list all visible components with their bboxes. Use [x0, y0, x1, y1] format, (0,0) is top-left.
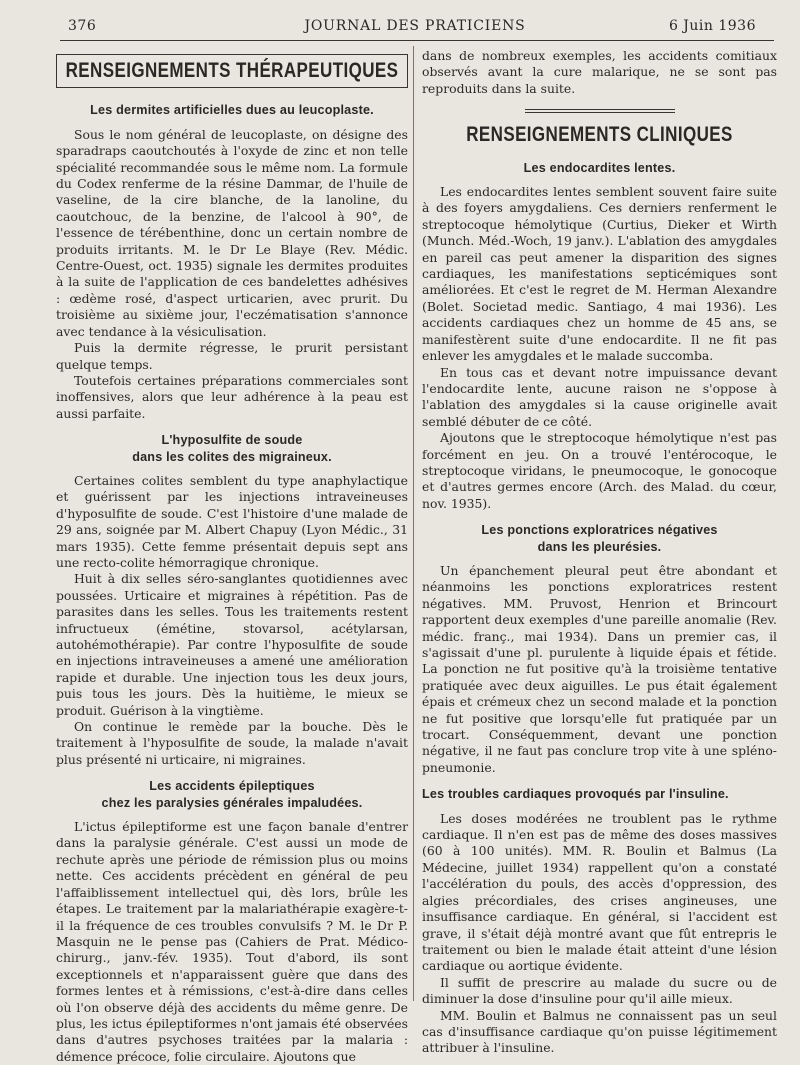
- article-paragraph: Puis la dermite régresse, le prurit persistant quelque temps.: [56, 340, 408, 372]
- column-divider: [413, 46, 414, 1001]
- article-title: Les dermites artificielles dues au leucoplaste.: [90, 103, 374, 118]
- journal-title: JOURNAL DES PRATICIENS: [304, 18, 526, 34]
- article-title: Les endocardites lentes.: [523, 160, 676, 175]
- right-column: [422, 48, 777, 1057]
- article-paragraph: Certaines colites semblent du type anaphylactique et guérissent par les injections intraveineuses d'hyposulfite de soude. C'est l'histoire d'une malade de 29 ans, soignée par M. Albert Chapuy (Lyon Médic., 31 mars 1935). Cette femme présentait depuis sept ans une recto-colite hémorragique chronique.: [56, 472, 408, 570]
- article-title: Les troubles cardiaques provoqués par l'insuline.: [422, 787, 729, 802]
- section-box-therapeutiques: [56, 54, 408, 88]
- article-paragraph: On continue le remède par la bouche. Dès le traitement à l'hyposulfite de soude, la malade n'avait plus présenté ni urticaire, ni migraines.: [56, 719, 408, 767]
- article-paragraph: Toutefois certaines préparations commerciales sont inoffensives, alors que leur adhérence à la peau est aussi parfaite.: [56, 372, 408, 421]
- article-paragraph: Ajoutons que le streptocoque hémolytique n'est pas forcément en jeu. On a trouvé l'entérocoque, le streptocoque viridans, le pneumocoque, le gonocoque et d'autres germes encore (Arch. des Malad. du cœur, nov. 1935).: [422, 430, 777, 511]
- page-number: 376: [68, 18, 97, 34]
- article-paragraph: En tous cas et devant notre impuissance devant l'endocardite lente, aucune raison ne s'oppose à l'ablation des amygdales si la cause originelle avait semblé débuter de ce côté.: [422, 364, 777, 429]
- continuation-paragraph: dans de nombreux exemples, les accidents comitiaux observés avant la cure malarique, ne se sont pas reproduits dans la suite.: [422, 48, 777, 96]
- article-paragraph: Huit à dix selles séro-sanglantes quotidiennes avec poussées. Urticaire et migraines à répétition. Pas de parasites dans les selles. Tous les traitements restent infructueux (émétine, stovarsol, acétylarsan, autohémothérapie). Par contre l'hyposulfite de soude en injections intraveineuses a amené une amélioration rapide et durable. Une injection tous les deux jours, puis tous les jours. Dès la huitième, le mieux se produit. Guérison à la vingtième.: [56, 571, 408, 718]
- left-column: [56, 48, 408, 1065]
- page-header: [60, 14, 770, 42]
- article-title: Les ponctions exploratrices négatives dans les pleurésies.: [481, 523, 718, 554]
- issue-date: 6 Juin 1936: [668, 18, 756, 34]
- article-paragraph: L'ictus épileptiforme est une façon banale d'entrer dans la paralysie générale. C'est aussi un mode de rechute après une période de rémission plus ou moins nette. Ces accidents précèdent en général de peu l'affaiblissement intellectuel qui, dès lors, brûle les étapes. Le traitement par la malariathérapie exagère-t-il la fréquence de ces troubles convulsifs ? M. le Dr P. Masquin ne le pense pas (Cahiers de Prat. Médico-chirurg., janv.-fév. 1935). Tout d'abord, ils sont exceptionnels et n'apparaissent guère que dans des formes lentes et à rémissions, c'est-à-dire dans celles où l'on observe déjà des accidents du même genre. De plus, les ictus épileptiformes n'ont jamais été observées dans d'autres psychoses traitées par la malaria : démence précoce, folie circulaire. Ajoutons que: [56, 819, 408, 1064]
- header-rule: [60, 40, 774, 41]
- article-paragraph: Les endocardites lentes semblent souvent faire suite à des foyers amygdaliens. Ces derniers renferment le streptocoque hémolytique (Curtius, Dieker et Wirth (Munch. Méd.-Woch, 19 janv.). L'ablation des amygdales en pareil cas peut amener la disparition des signes cardiaques, les manifestations septicémiques sont améliorées. Et c'est le regret de M. Herman Alexandre (Bolet. Societad medic. Santiago, 4 mai 1936). Les accidents cardiaques chez un homme de 45 ans, se manifestèrent suite d'une endocardite. Il ne fit pas enlever les amygdales et le malade succomba.: [422, 184, 777, 364]
- article-paragraph: Un épanchement pleural peut être abondant et néanmoins les ponctions exploratrices restent négatives. MM. Pruvost, Henrion et Brincourt rapportent deux exemples d'une pareille anomalie (Rev. médic. franç., mai 1934). Dans un premier cas, il s'agissait d'une pl. purulente à liquide épais et fétide. La ponction ne fut positive qu'à la troisième tentative pratiquée avec deux aiguilles. Le pus était également épais et crémeux chez un second malade et la ponction ne fut positive que lorsqu'elle fut pratiquée par un trocart. Conséquemment, devant une ponction négative, il ne faut pas conclure trop vite à une spléno-pneumonie.: [422, 562, 777, 775]
- section-title: RENSEIGNEMENTS THÉRAPEUTIQUES: [65, 58, 399, 83]
- article-title: L'hyposulfite de soude dans les colites des migraineux.: [132, 433, 332, 464]
- section-title: RENSEIGNEMENTS CLINIQUES: [466, 122, 733, 147]
- section-separator: [525, 109, 675, 113]
- article-title: Les accidents épileptiques chez les paralysies générales impaludées.: [101, 779, 363, 810]
- article-paragraph: Les doses modérées ne troublent pas le rythme cardiaque. Il n'en est pas de même des doses massives (60 à 100 unités). MM. R. Boulin et Balmus (La Médecine, juillet 1934) rappellent qu'on a constaté l'accélération du pouls, des accès d'oppression, des algies précordiales, des crises angineuses, une insuffisance cardiaque. En général, si l'accident est grave, il s'était déjà montré avant que fût entrepris le traitement ou bien le malade était atteint d'une lésion cardiaque ou aortique évidente.: [422, 810, 777, 974]
- article-paragraph: Sous le nom général de leucoplaste, on désigne des sparadraps caoutchoutés à l'oxyde de zinc et non telle spécialité recommandée sous le même nom. La formule du Codex renferme de la résine Dammar, de l'huile de vaseline, de la cire blanche, de la lanoline, du caoutchouc, de la benzine, de l'alcool à 90°, de l'essence de térébenthine, donc un certain nombre de produits irritants. M. le Dr Le Blaye (Rev. Médic. Centre-Ouest, oct. 1935) signale les dermites produites à la suite de l'application de ces bandelettes adhésives : œdème rosé, d'aspect urticarien, avec prurit. Du troisième au sixième jour, l'eczématisation s'annonce avec tendance à la vésiculisation.: [56, 126, 408, 339]
- article-paragraph: Il suffit de prescrire au malade du sucre ou de diminuer la dose d'insuline pour qu'il aille mieux.: [422, 974, 777, 1007]
- article-paragraph: MM. Boulin et Balmus ne connaissent pas un seul cas d'insuffisance cardiaque qu'on puisse légitimement attribuer à l'insuline.: [422, 1007, 777, 1056]
